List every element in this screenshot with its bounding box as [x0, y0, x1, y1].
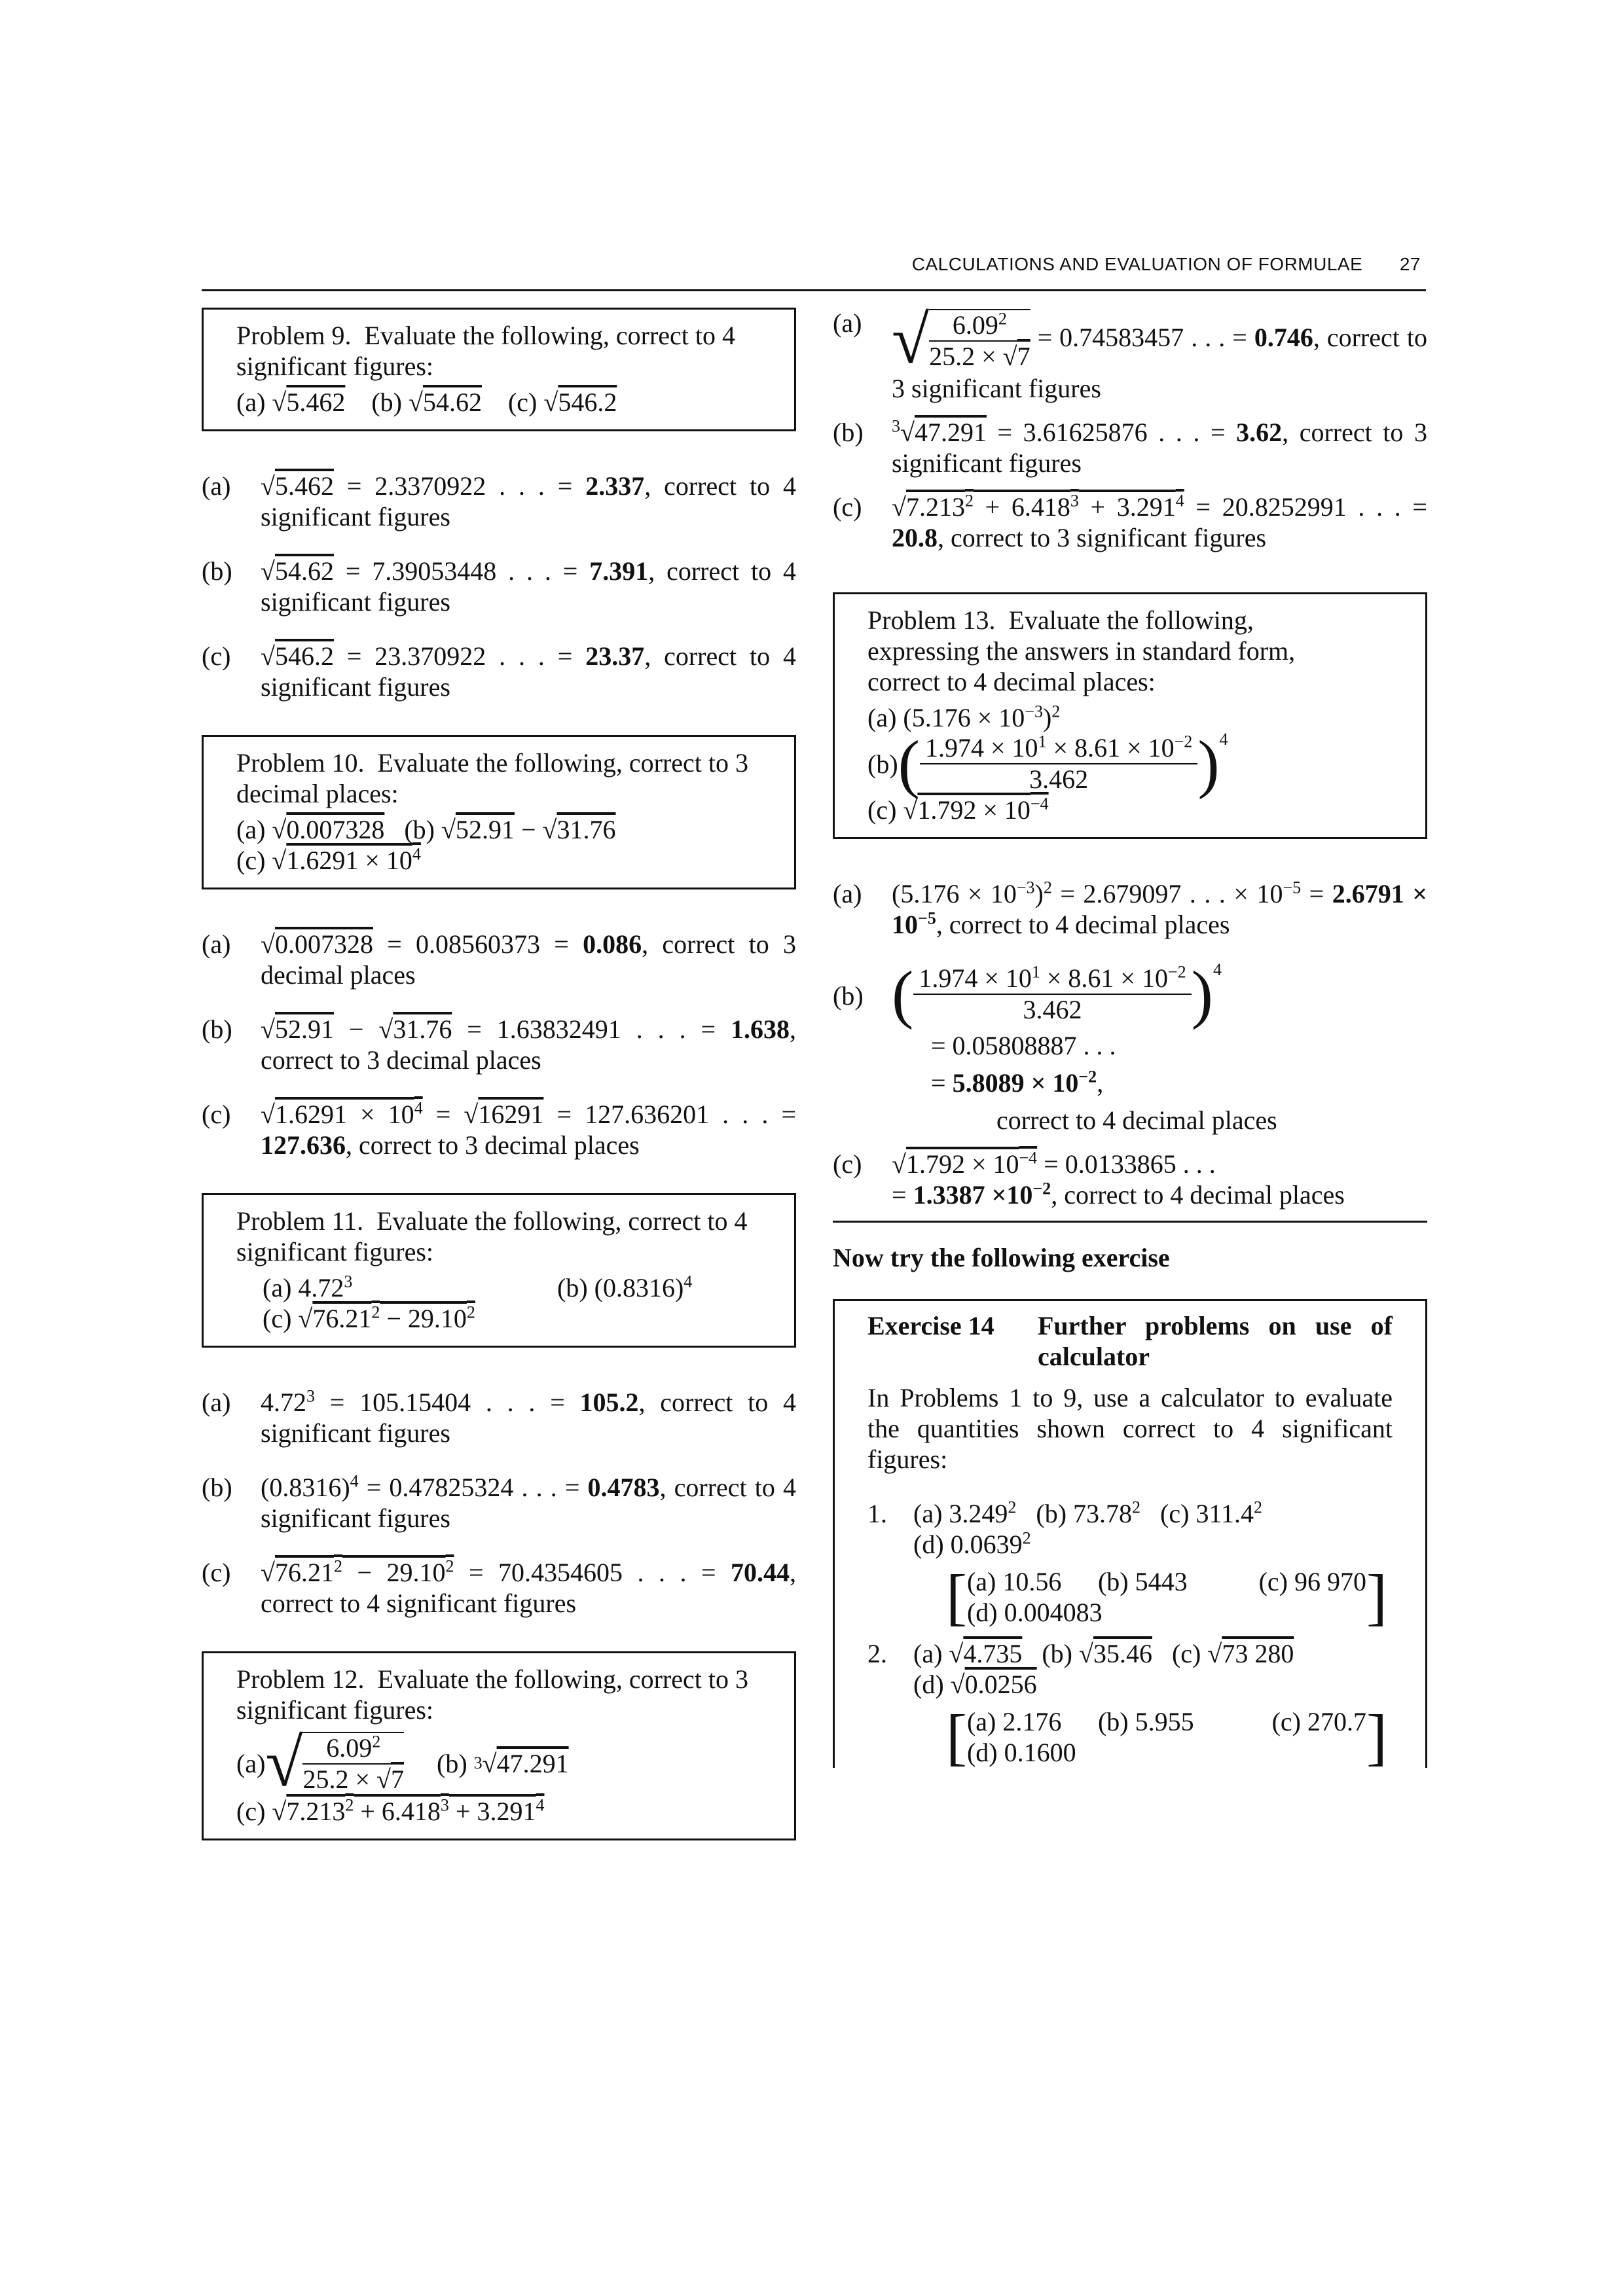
operator: −: [514, 815, 543, 844]
equation: = 20.8252991 . . . =: [1184, 492, 1427, 522]
numerator: 6.09: [326, 1733, 373, 1763]
fraction-under-root: [929, 309, 1030, 372]
exponent: 2: [466, 1302, 475, 1322]
solution-12b: [833, 417, 1427, 478]
radical: √ 35.46: [1079, 1639, 1152, 1668]
answer: (d) 0.004083: [966, 1598, 1103, 1627]
equation: = 2.679097 . . . × 10: [1051, 879, 1283, 908]
part-label: (a): [236, 815, 266, 844]
numerator: 6.09: [952, 310, 998, 340]
problem-12-title: Problem 12.: [236, 1664, 365, 1694]
exponent: 3: [440, 1795, 449, 1815]
equals: =: [931, 1068, 953, 1098]
item-number: 1.: [867, 1499, 887, 1528]
radicand: 1.6291 × 10: [286, 846, 412, 875]
note: , correct to 4 decimal places: [936, 910, 1230, 939]
equation: =: [422, 1100, 464, 1129]
answer: 5.8089 × 10: [952, 1068, 1079, 1098]
solution-label: (b): [202, 556, 232, 586]
answer: 0.4783: [587, 1473, 660, 1502]
part-label: (c): [867, 795, 897, 825]
solution-10c: [202, 1099, 796, 1160]
denominator: 25.2 ×: [929, 342, 1003, 371]
solution-12a: [833, 302, 1427, 404]
answer: (c) 270.7: [1271, 1707, 1366, 1736]
exponent: 2: [372, 1732, 381, 1751]
part-a: (a) (5.176 × 10: [867, 703, 1025, 732]
note: , correct to 4 significant figures: [261, 1473, 796, 1533]
problem-11-box: [202, 1193, 796, 1348]
note: , correct to 3 significant figures: [892, 323, 1427, 403]
denominator: 3.462: [1029, 764, 1089, 794]
equation: = 0.47825324 . . . =: [358, 1473, 588, 1502]
radical: √ 54.62: [261, 556, 334, 586]
exponent: 1: [1031, 962, 1040, 982]
equation: = 127.636201 . . . =: [543, 1100, 796, 1129]
solution-label: (a): [202, 929, 231, 959]
exercise-item-1: [867, 1498, 1393, 1560]
exponent: −2: [1078, 1067, 1097, 1086]
operator: −: [333, 1014, 379, 1044]
exponent: 2: [371, 1302, 380, 1322]
radical: √ 7: [376, 1765, 404, 1794]
expression: (5.176 × 10: [892, 879, 1017, 908]
answers-1: [946, 1562, 1393, 1632]
solution-label: (a): [202, 471, 231, 501]
radicand: 1.6291 × 10: [274, 1100, 414, 1129]
part: (b): [1042, 1639, 1072, 1668]
exponent: 2: [1022, 1528, 1031, 1548]
problem-11-question: Evaluate the following, correct to 4 significant figures:: [236, 1206, 748, 1266]
problem-9-box: [202, 308, 796, 431]
radical: √ 546.2: [261, 641, 334, 671]
exponent: 4: [350, 1471, 359, 1491]
radical: √ 47.291: [483, 1748, 569, 1779]
part-label: (b): [437, 1748, 467, 1778]
radical: √ 16291: [464, 1100, 543, 1129]
exercise-heading: Now try the following exercise: [833, 1243, 1170, 1272]
part: (a): [913, 1639, 943, 1668]
paren: ): [1042, 703, 1052, 732]
answer: 2.337: [585, 471, 645, 501]
fraction: [920, 733, 1197, 795]
exponent: 4: [1175, 491, 1184, 511]
part-b: (b) (0.8316): [557, 1273, 684, 1302]
exponent: 3: [344, 1272, 353, 1291]
exponent: −5: [918, 908, 936, 928]
note: correct to 4 decimal places: [996, 1105, 1277, 1135]
exercise-number: Exercise 14: [867, 1311, 994, 1340]
radicand: 76.21: [312, 1304, 372, 1333]
solution-label: (a): [833, 879, 862, 908]
numerator: 1.974 × 10: [924, 733, 1038, 762]
numerator: 1.974 × 10: [919, 963, 1032, 993]
part-label: (b): [404, 815, 435, 844]
part: (d): [913, 1670, 944, 1699]
solution-label: (b): [833, 418, 864, 447]
part-label: (a): [236, 1748, 266, 1778]
radicand: 1.792 × 10: [917, 795, 1030, 825]
solution-11a: [202, 1387, 796, 1448]
answer: 70.44: [731, 1558, 790, 1587]
exercise-intro: In Problems 1 to 9, use a calculator to evaluate the quantities shown correct to 4 significant figures:: [867, 1383, 1393, 1474]
answer: (b) 5.955: [1097, 1707, 1194, 1736]
equation: =: [1301, 879, 1332, 908]
problem-10-box: [202, 735, 796, 889]
answer: 0.746: [1254, 323, 1313, 353]
solution-10a: [202, 929, 796, 990]
solution-10b: [202, 1014, 796, 1075]
exponent: −2: [1032, 1179, 1051, 1198]
left-paren: (: [892, 958, 914, 1030]
solution-label: (c): [202, 641, 231, 671]
answers-2: [946, 1702, 1393, 1772]
exponent: 4: [684, 1272, 693, 1291]
solution-label: (b): [202, 1473, 232, 1502]
answer: 20.8: [892, 523, 938, 552]
solution-label: (c): [833, 1149, 862, 1179]
equation: = 2.3370922 . . . =: [333, 471, 586, 501]
radical: √ 47.291: [900, 418, 987, 447]
solution-label: (b): [833, 981, 864, 1011]
left-bracket: [: [946, 1702, 967, 1772]
equation: = 105.15404 . . . =: [315, 1388, 580, 1417]
answer: (c) 96 970: [1258, 1567, 1366, 1596]
part-label: (c): [263, 1304, 292, 1333]
exponent: 2: [998, 309, 1007, 329]
numerator: × 8.61 × 10: [1040, 963, 1168, 993]
solution-9a: [202, 471, 796, 532]
note: , correct to 3 decimal places: [261, 1014, 796, 1075]
radical: √ 52.91: [441, 815, 515, 844]
answer: 1.638: [731, 1014, 790, 1044]
exponent: 1: [1038, 732, 1047, 751]
solution-11c: [202, 1557, 796, 1619]
exponent: −4: [1030, 794, 1049, 814]
radical: √ 73 280: [1207, 1639, 1294, 1668]
paren: ): [1034, 879, 1044, 908]
exercise-title: [867, 1310, 1393, 1372]
note: , correct to 3 decimal places: [261, 929, 796, 990]
exponent: −3: [1025, 702, 1043, 721]
part: (c): [1171, 1639, 1201, 1668]
base: (0.8316): [261, 1473, 350, 1502]
exponent: 2: [1043, 878, 1052, 897]
problem-12-box: Problem 12. Evaluate the following, correct to 3 significant figures: (a) √ $\frac{6.09^2}{25.2 \times √ 7}$ (b) 3 √ 47.291 (c) √ $7.213^2 + 6.418^3 + 3.291^4$: [202, 1651, 796, 1840]
radicand: + 3.291: [448, 1797, 536, 1826]
equation: = 0.74583457 . . . =: [1030, 323, 1254, 353]
equation: = 0.05808887 . . .: [931, 1031, 1116, 1060]
exponent: 2: [1132, 1498, 1141, 1517]
note: , correct to 4 significant figures: [261, 1558, 796, 1618]
exponent: −3: [1016, 878, 1035, 897]
exponent: 3: [306, 1386, 315, 1406]
part-label: (c): [507, 387, 538, 417]
part: (d) 0.0639: [913, 1530, 1023, 1559]
answer: 23.37: [585, 641, 645, 671]
problem-13-box: Problem 13. Evaluate the following, expressing the answers in standard form, correct to 4 decimal places: (a) $(5.176 \times 10^{-3})^2$ (b) ( $\frac{1.974 \times 10^1 \times 8.61 \times 10^{-2}}{3.462}$ ) 4 (c) √ $1.792 \times 10^{-4}$: [833, 592, 1427, 839]
radical: √ 546.2: [543, 387, 617, 417]
answer: 1.3387 ×10: [913, 1180, 1033, 1210]
part: (b) 73.78: [1036, 1499, 1133, 1528]
radicand: − 29.10: [380, 1304, 467, 1333]
problem-12-question: Evaluate the following, correct to 3 significant figures:: [236, 1664, 749, 1725]
item-number: 2.: [867, 1639, 887, 1668]
solution-9c: [202, 641, 796, 702]
exercise-title-text: Further problems on use of calculator: [1038, 1311, 1393, 1371]
sqrt-sign: √: [265, 1725, 303, 1801]
problem-13-question: Evaluate the following, expressing the answers in standard form, correct to 4 decimal places:: [867, 605, 1296, 696]
radical: √ 0.007328: [272, 815, 384, 844]
part: (a) 3.249: [913, 1499, 1008, 1528]
running-header: [897, 254, 1421, 275]
answer: 127.636: [261, 1130, 346, 1160]
exponent: 3: [1070, 491, 1079, 511]
base: 4.72: [261, 1388, 306, 1417]
equation: = 70.4354605 . . . =: [454, 1558, 731, 1587]
note: , correct to 4 significant figures: [261, 471, 796, 531]
note: , correct to 3 significant figures: [892, 418, 1427, 478]
exercise-14-box: [833, 1299, 1427, 1772]
exponent: 2: [445, 1556, 454, 1576]
left-bracket: [: [946, 1562, 967, 1632]
right-column: [833, 302, 1427, 1772]
left-column: [202, 308, 796, 1880]
equation: = 7.39053448 . . . =: [333, 556, 590, 586]
root-index: 3: [892, 416, 900, 436]
problem-11-title: Problem 11.: [236, 1206, 364, 1236]
radical: √ 7: [1003, 342, 1030, 371]
solution-13c: [833, 1149, 1427, 1210]
solution-12c: [833, 492, 1427, 553]
equation: = 0.0133865 . . .: [1037, 1149, 1216, 1179]
problem-13-title: Problem 13.: [867, 605, 996, 635]
exponent: −4: [1019, 1148, 1038, 1168]
exponent: 2: [1253, 1498, 1262, 1517]
radical: √ 0.007328: [261, 929, 373, 959]
exponent: 4: [536, 1795, 545, 1815]
note: , correct to 4 significant figures: [261, 641, 796, 702]
part: (c) 311.4: [1160, 1499, 1254, 1528]
exponent: −2: [1174, 732, 1193, 751]
numerator: × 8.61 × 10: [1046, 733, 1175, 762]
exercise-item-2: [867, 1638, 1393, 1700]
solution-label: (a): [833, 308, 862, 338]
part-a: (a) 4.72: [263, 1273, 344, 1302]
radical: √ 5.462: [261, 471, 334, 501]
part-label: (b): [371, 387, 402, 417]
problem-10-question: Evaluate the following, correct to 3 decimal places:: [236, 748, 749, 808]
problem-9-question: Evaluate the following, correct to 4 significant figures:: [236, 321, 736, 381]
sqrt-sign: √: [892, 302, 930, 378]
equation: = 1.63832491 . . . =: [452, 1014, 731, 1044]
radical: √ 52.91: [261, 1014, 334, 1044]
solution-11b: [202, 1472, 796, 1534]
exponent: 2: [964, 491, 974, 511]
exponent: 2: [345, 1795, 354, 1815]
exponent: 2: [333, 1556, 342, 1576]
answer: 2.6791 × 10: [892, 879, 1427, 939]
punctuation: ,: [1097, 1068, 1104, 1098]
answer: (a) 2.176: [966, 1707, 1062, 1736]
note: , correct to 3 significant figures: [938, 523, 1267, 552]
solution-label: (b): [202, 1014, 232, 1044]
right-paren: ): [1197, 727, 1220, 800]
right-bracket: ]: [1366, 1702, 1387, 1772]
exponent: 2: [1051, 702, 1061, 721]
radicand: + 6.418: [354, 1797, 441, 1826]
part-label: (a): [236, 387, 266, 417]
denominator: 3.462: [1023, 995, 1082, 1024]
answer: 7.391: [589, 556, 649, 586]
problem-9-parts: [236, 387, 761, 418]
part-label: (b): [867, 749, 898, 779]
answer: (a) 10.56: [966, 1567, 1062, 1596]
header-title: CALCULATIONS AND EVALUATION OF FORMULAE: [911, 254, 1363, 274]
denominator: 25.2 ×: [302, 1765, 377, 1794]
note: , correct to 4 significant figures: [261, 556, 796, 617]
radicand: + 6.418: [973, 492, 1070, 522]
radical: √ 5.462: [272, 387, 345, 417]
problem-9-title: Problem 9.: [236, 321, 352, 350]
radicand: − 29.10: [342, 1558, 446, 1587]
radical: √ 4.735: [949, 1639, 1022, 1668]
equation: = 3.61625876 . . . =: [986, 418, 1237, 447]
section-rule: [833, 1221, 1427, 1223]
radicand: + 3.291: [1078, 492, 1176, 522]
equation: = 0.08560373 =: [373, 929, 583, 959]
note: , correct to 4 decimal places: [1051, 1180, 1345, 1210]
part-label: (c): [236, 846, 266, 875]
radicand: 7.213: [905, 492, 965, 522]
solution-label: (c): [833, 492, 862, 522]
exponent: 2: [1008, 1498, 1017, 1517]
solution-9b: [202, 556, 796, 617]
radical: √ 31.76: [543, 815, 616, 844]
fraction: [913, 963, 1191, 1025]
right-bracket: ]: [1366, 1562, 1387, 1632]
fraction-under-root: [302, 1732, 404, 1795]
solution-label: (a): [202, 1388, 231, 1417]
radical: √ 0.0256: [951, 1670, 1037, 1699]
answer: (b) 5443: [1097, 1567, 1188, 1596]
radicand: 7.213: [286, 1797, 346, 1826]
note: , correct to 4 significant figures: [261, 1388, 796, 1448]
answer: 105.2: [579, 1388, 639, 1417]
radical: √ 54.62: [409, 387, 482, 417]
exponent: 4: [414, 1098, 423, 1118]
solution-13b: (b) ( $\frac{1.974 \times 10^1 \times 8.61 \times 10^{-2}}{3.462}$ ) 4 = 0.05808887 . . . = $5.8089 \times 10^{-2}$, correct to 4 decimal places: [833, 963, 1427, 1136]
equation: = 23.370922 . . . =: [333, 641, 586, 671]
solution-label: (c): [202, 1100, 231, 1129]
note: , correct to 3 decimal places: [346, 1130, 640, 1160]
exponent: −2: [1168, 962, 1186, 982]
equals: =: [892, 1180, 913, 1210]
part-label: (c): [236, 1797, 266, 1826]
page-number: 27: [1399, 254, 1421, 274]
answer: 0.086: [583, 929, 642, 959]
answer: (d) 0.1600: [966, 1738, 1076, 1767]
radicand: 1.792 × 10: [905, 1149, 1019, 1179]
exponent: 4: [412, 844, 421, 864]
problem-10-title: Problem 10.: [236, 748, 365, 778]
solution-label: (c): [202, 1558, 231, 1587]
left-paren: (: [898, 727, 920, 800]
answer: 3.62: [1236, 418, 1283, 447]
solution-13a: [833, 878, 1427, 940]
radical: √ 31.76: [378, 1014, 452, 1044]
exponent: −5: [1283, 878, 1302, 897]
right-paren: ): [1191, 958, 1213, 1030]
radicand: 76.21: [274, 1558, 334, 1587]
header-rule: [202, 289, 1426, 291]
